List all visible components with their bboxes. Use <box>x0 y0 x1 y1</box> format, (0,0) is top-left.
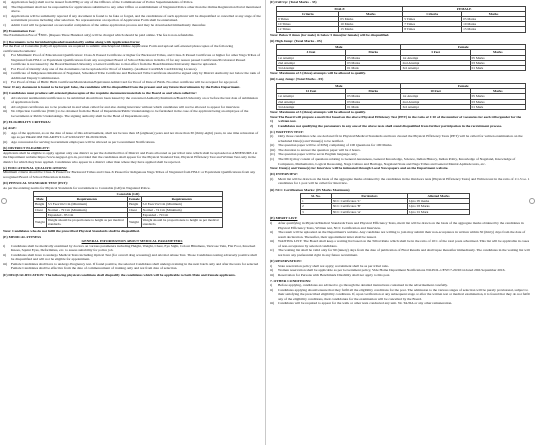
table-cell: 3rd Attempt <box>401 104 470 109</box>
reservation-list <box>270 264 532 278</box>
column-header: Marks <box>346 50 401 55</box>
table-cell: 1st Attempt <box>401 55 470 60</box>
produce-list <box>3 96 261 119</box>
table-cell: 1st Attempt <box>277 94 346 99</box>
item-text: Candidates not qualifying the parameters in any one of the above tests shall stand disqualified from further participation in the recruitment process. <box>278 123 503 128</box>
list-item <box>3 5 261 14</box>
table-row <box>277 27 526 32</box>
pullup-note: Note: Below 8 times (for male) & below 5 times(for female) will be disqualified. <box>270 32 390 37</box>
table-cell: NCC Certificates 'B' <box>331 204 407 209</box>
other-conditions-list <box>270 283 532 306</box>
table-cell: 12 Times <box>277 27 339 32</box>
table-cell: 7 Times <box>403 22 462 27</box>
table-cell: Height <box>128 202 142 207</box>
pst-text: As per the existing norms for Physical Standards for recruitment to Constable (GD) in Nagaland Police. <box>3 185 151 190</box>
list-item <box>270 230 532 239</box>
table-cell: Upto 01 Mark <box>408 209 470 214</box>
item-number: iii) <box>270 239 275 244</box>
item-text: The MCQ may consist of questions relating to General Awareness, General Knowledge, Science, Indian History, Indian Polity, Knowledge of Nagaland, Knowledge of Computers, Mathematics, Logical Reasoning, Naga Culture and Heritage, Nagaland State and Naga Tribes and General Mental Aptitude tests, etc. <box>278 157 516 166</box>
exam-fee-text: The Examination Fee of ₹300/- (Rupees Three Hundred only) will be charged which should be paid online. The fee is non-refundable. <box>3 33 194 38</box>
item-text: For Proof of Date of Birth: Birth Certificate/Matriculation/Equivalent Admit Card for Proof of Date of Birth. No other certificate will be accepted for age proof. <box>11 80 239 85</box>
table-cell: 2nd Attempt <box>401 99 470 104</box>
table-cell: 9 Times <box>277 16 339 21</box>
item-number: ii) <box>3 66 7 71</box>
table-cell: Expanded - 83 Cm <box>46 212 127 217</box>
column-header: Male <box>34 197 47 202</box>
list-item <box>3 244 261 253</box>
column-header: Marks <box>462 11 526 16</box>
table-cell: 10 Marks <box>462 22 526 27</box>
table-row <box>34 218 223 227</box>
table-cell: 03 Marks <box>346 99 401 104</box>
column-header: Requirements <box>46 197 127 202</box>
list-item <box>270 115 532 124</box>
pst-note: Note: Candidates who do not fulfil the prescribed Physical Standards shall be disqualified. <box>3 228 140 233</box>
table-cell: Weight <box>128 218 142 227</box>
item-text: The question paper will be set in English language only. <box>278 152 358 157</box>
item-number: iv) <box>3 80 7 85</box>
item-number: (iv) <box>270 152 276 157</box>
table-cell: 2 <box>301 204 332 209</box>
ncc-heading: (ii) NCC Certification Marks: (05 Marks Maximum) <box>270 187 350 192</box>
table-cell: 01 Mark <box>470 66 525 71</box>
item-text: No Objection Certificate (NOC) to be obtained from the Head of Department/Public Undertakings to be furnished in the case of the applicant being an employee of the Government or Public Undertakings. The signing authority shall be the Head of Department only. <box>11 109 249 118</box>
list-item <box>3 96 261 105</box>
other-conditions-heading: 7. OTHER CONDITIONS: <box>270 278 312 283</box>
table-cell: 3rd Attempt <box>277 104 346 109</box>
list-item <box>270 134 532 143</box>
item-text: Applications will be summarily rejected if any document is found to be fake or forged, and the candidature of such applicant will be disqualified or cancelled at any stage of the recruitment process including after selection. No representation on rejection of Application Form shall be entertained. <box>11 13 261 23</box>
table-cell: 10 Marks <box>339 22 403 27</box>
pst-heading: (D) PHYSICAL STANDARD TEST (PST): <box>3 180 69 185</box>
list-item <box>3 53 261 67</box>
long-jump-table <box>276 83 526 110</box>
column-header: 12 Feet <box>277 89 346 94</box>
column-header: Criteria <box>403 11 462 16</box>
item-number: ii) <box>270 287 274 292</box>
age-heading: (a) AGE: <box>3 126 17 131</box>
pullup-heading: (F) Full Up: (Total Marks - 35) <box>270 0 317 4</box>
table-cell: Upto 03 Marks <box>408 204 470 209</box>
item-number: (i) <box>270 176 274 181</box>
merit-list <box>270 221 532 257</box>
table-cell: 05 Marks <box>339 16 403 21</box>
column-header: 3 Feet <box>401 50 470 55</box>
item-number: ii) <box>3 0 7 4</box>
documents-intro: For the Post of Constable (GD) all applicants are required to submit/ attach/upload Online Application Form and upload self-attested photocopies of the following certificates/documents: <box>3 44 234 53</box>
list-item <box>3 109 261 118</box>
item-number: ii) <box>3 104 7 109</box>
group-header-male: Male <box>277 45 401 50</box>
column-header: Marks <box>346 89 401 94</box>
group-header-female: Female <box>401 83 526 88</box>
item-text: Age concession for serving Government employees will be allowed as per Government Notifications. <box>11 139 156 144</box>
reservation-heading: (F) RESERVATION: <box>270 258 302 263</box>
table-cell: 10 Times <box>277 22 339 27</box>
pet-notes-list <box>270 115 532 129</box>
table-caption: Constable (GD) <box>34 192 223 197</box>
item-number: i) <box>270 283 273 288</box>
table-cell: Upto 05 marks <box>408 199 470 204</box>
district-heading: (b) DISTRICT ELIGIBILITY: <box>3 145 50 150</box>
column-header: Marks <box>470 89 525 94</box>
item-text: The Department shall not be responsible for applications submitted to any other Office or establishment of Nagaland Police other than the Online Registration Portal mentioned above. <box>11 4 261 14</box>
item-text: Only those candidates who are declared fit in Physical/Medical Standards and have cleared the Physical Efficiency Tests (PET) will be called for written examination on the scheduled Date(s) and Venue(s) to be notified. <box>278 134 523 143</box>
item-text: Women reservation shall be applicable as per Government policy, Vide Home Department Notifications NO.POL-1/EST/7-20/2014 dated 29th September 2016. <box>278 268 506 273</box>
column-header: Allotted Marks <box>408 194 470 199</box>
table-cell: 01 Mark <box>346 104 401 109</box>
item-text: All relevant testimonials/certificates to be submitted should have been issued by the concerned Authority/Institution/Board/University on or before the last date of submission of application form. <box>11 95 258 105</box>
high-jump-heading: (ii) High Jump: (Total Marks - 05) <box>270 38 322 43</box>
item-text: Admit Card will be generated on successful completion of the online application process and may be downloaded immediately thereafter. <box>11 22 207 27</box>
item-number: i) <box>270 221 273 225</box>
list-item <box>270 288 532 302</box>
table-cell: 1st Attempt <box>277 55 346 60</box>
item-number: Note: 1) <box>270 114 279 124</box>
table-cell: 1st Attempt <box>401 94 470 99</box>
table-cell: 01 Mark <box>346 66 401 71</box>
column-divider <box>265 0 266 445</box>
list-item <box>3 23 261 28</box>
interview-list <box>270 177 532 186</box>
item-text: Candidates will be required to appear for the walk or other tests conducted any unit. No TA/DA or any other remuneration. <box>278 301 453 306</box>
group-header-male: MALE <box>277 6 403 11</box>
item-text: Reservation for Persons with Benchmark Disability shall not apply to this post. <box>278 272 391 277</box>
list-item <box>270 248 532 257</box>
list-item <box>270 239 532 248</box>
list-item <box>270 301 532 306</box>
table-cell: 8 Times <box>403 27 462 32</box>
list-item <box>270 124 532 129</box>
list-item <box>3 262 261 271</box>
column-header: Marks <box>339 11 403 16</box>
table-cell: NCC Certificates 'C' <box>331 199 407 204</box>
produce-heading: (D) Candidates must produce self-attested photocopies of the requisite documents/materials to the Board as and when called for: <box>3 91 198 96</box>
table-cell: NCC Certificates 'A' <box>331 209 407 214</box>
age-list <box>3 131 261 145</box>
table-cell: 2nd Attempt <box>401 60 470 65</box>
table-cell: 03 Marks <box>346 60 401 65</box>
item-number: i) <box>3 53 6 58</box>
table-cell: Normal - 79 Cm (Minimum) <box>46 207 127 212</box>
item-text: For Minimum/ Proof of Educational Qualification: Class-X Passed Certificate or higher for Backward Tribes, and Class-X Passed Certificate or higher for other Naga Tribes of Nagaland from HSLC or Equivalent Qualifications from any recognised Board of School Education in India. If for any reason passed Certificates/Provisional Passed Certificate is not issued by the Board/Institute/University a Letter/Certificate to that effect from the Board/Institute/University must be uploaded. <box>11 53 261 67</box>
item-text: Candidates shall be medically examined by doctors on various parameters including Height, Weight, Chest, Eye Sight, Colour Blindness, Varicose Vein, Flat Foot, Knocked Knees, Squint Eyes, Deformities, etc. to assess suitability for police job. <box>11 243 256 253</box>
item-text: Female Candidates shall have to undergo Pregnancy test. If found positive, the selected Candidates shall undergo training in the next batch only and after the tests for selected Female Candidates shall be effective from the date of commencement of training only and not from date of selection. <box>11 261 259 271</box>
item-number: (iii) <box>270 147 276 152</box>
merit-heading: (E) MERIT LIST: <box>270 216 298 221</box>
column-header: Female <box>129 197 140 202</box>
item-text: Merit list will be drawn on the basis of the aggregate marks obtained by the candidates in the Outdoors tests (Physical Efficiency Tests) and Written test in the ratio of 1:1.5 i.e. 1 candidates for 1 post will be called for Interview. <box>278 176 530 186</box>
list-item <box>3 140 261 145</box>
medical-list <box>3 244 261 271</box>
table-cell: 2nd Attempt <box>277 99 346 104</box>
intro-list <box>3 0 261 27</box>
column-header: Particulars <box>331 194 407 199</box>
pst-table <box>33 191 223 227</box>
interview-heading: (D) INTERVIEW: <box>270 172 298 177</box>
long-jump-heading: (iii) Long Jump: (Total Marks - 05) <box>270 77 324 82</box>
exam-fee-heading: (B) Examination Fee: <box>3 28 36 33</box>
item-text: The Board will prepare a merit list based on the above Physical Efficiency Test (PET) in the ratio of 1:10 of the number of vacancies for each tribe/gender for the written test. <box>278 114 522 124</box>
table-row <box>277 66 526 71</box>
table-cell: 05 Marks <box>346 55 401 60</box>
item-text: The waiting list shall be valid only for 90 (ninety) days from the date of publication of Final Results and shall lapse thereafter immediately. The candidates in the waiting list will not have any preferential right in any future recruitment. <box>278 248 530 257</box>
item-number: ii) <box>270 268 274 273</box>
item-text: Candidates applying should ensure that they fulfil all the eligibility conditions for the post. The admission to the various stages of selection will be purely provisional, subject to their satisfying the prescribed eligibility conditions. If, upon verification at any subsequent stage or after the written test or medical examination, it is found that they do not fulfil any of the eligibility conditions, their candidature for the examination will be cancelled by the Board. <box>278 287 530 301</box>
table-cell: 3rd Attempt <box>277 66 346 71</box>
list-item <box>3 14 261 23</box>
right-column <box>270 0 532 306</box>
written-test-heading: (C) WRITTEN TEST: <box>270 129 304 134</box>
item-text: After qualifying in Physical/Medical Standards Tests and Physical Efficiency Tests, merit list will be drawn on the basis of the aggregate marks obtained by the candidates in Physical Efficiency Tests, Written test, NCC Certification and Interview. <box>278 221 524 230</box>
table-row <box>277 104 526 109</box>
item-number: i) <box>3 95 6 100</box>
item-number: iii) <box>3 109 8 114</box>
table-cell: 03 Marks <box>470 99 525 104</box>
eligibility-heading: (E) ELIGIBILITY CRITERIA: <box>3 120 51 125</box>
disqualification-heading: (F) DISQUALIFICATION: The following physical conditions shall disqualify the candidates which will be applicable to both Male and Female applicants. <box>3 272 236 277</box>
item-number: (i) <box>3 130 7 135</box>
documents-heading: (C) Documents to be furnished/uploaded mandatorily online along with Application Form: <box>3 39 140 44</box>
item-number: 2) <box>270 123 273 128</box>
item-number: v) <box>3 22 6 27</box>
table-cell: 2nd Attempt <box>277 60 346 65</box>
item-number: iv) <box>3 13 7 18</box>
left-column <box>3 0 261 277</box>
item-number: iii) <box>270 272 275 277</box>
list-item <box>3 253 261 262</box>
item-text: The result will be uploaded on the Department's website. Any candidate not willing to join may submit their non-acceptance in written within 30 (thirty) days from the date of result declaration. Thereafter, their appointment letter shall be issued. <box>278 230 526 239</box>
education-text: Minimum criteria should be Class-X Passed for Backward Tribes and Class-X Passed for Indigenous Naga Tribes of Nagaland from HSLC or Equivalent Qualifications from any recognised Board of School Education in India. <box>3 170 256 179</box>
item-number: i) <box>270 263 273 268</box>
item-text: The question paper will be of MSQ comprising of 100 Questions for 100 Marks. <box>278 143 393 148</box>
list-item <box>270 221 532 230</box>
list-item <box>3 131 261 140</box>
table-cell: 1 <box>301 199 332 204</box>
table-cell: 01 Mark <box>470 104 525 109</box>
table-cell: Weight should be proportionate to height as per medical standards. <box>46 218 127 227</box>
table-cell: Weight <box>34 218 47 227</box>
table-cell: Normal - 74 Cm (Minimum) <box>141 207 222 212</box>
item-text: WAITING LIST: The Board shall keep a waiting list based on the Tribal Ratio which shall be in the ratio of 10:1 of the total posts advertised. This list will be applicable in cases of non-acceptance by selected candidates. <box>278 239 530 248</box>
column-header: 10 Feet <box>401 89 470 94</box>
list-item <box>270 273 532 278</box>
item-number: (v) <box>270 157 275 162</box>
column-header: Criteria <box>277 11 339 16</box>
group-header-female: FEMALE <box>403 6 526 11</box>
group-header-male: Male <box>277 83 401 88</box>
district-text: Applicants shall be eligible to apply against only one district as per the domiciled list of District and Posts allocated as per tribal ratio which shall be uploaded as ANNEXURE-I at the Department website https://www.nagapol.gov.in, provided that the candidates shall appear for the Physical Standard Test, Physical Efficiency Test and Written Test only in the district for which they have applied. Candidates who appear in a district other than where they have applied shall be rejected. <box>3 150 258 164</box>
item-text: Application fee(s) shall not be issued from PHQ or any of the Officers of the Commissioner of Police Superintendents of Police. <box>11 0 194 4</box>
table-cell: Weight should be proportionate to height as per medical standards. <box>141 218 222 227</box>
group-header-female: Female <box>401 45 526 50</box>
table-cell: 05 Marks <box>462 16 526 21</box>
documents-note: Note: If any document is found to be forged/ false, the candidate will be disqualified from the present and any future Recruitments by the Police Department. <box>3 85 241 90</box>
item-text: Candidates shall have to undergo Medical Tests including Optical Test (for overall drug screening) and Alcohol Abuse Test. Those Candidates testing adversely positive shall be disqualified and will not be eligible for appointment. <box>11 252 257 262</box>
list-item <box>3 71 261 80</box>
table-cell: Height <box>35 202 45 207</box>
table-cell: 05 Marks <box>470 94 525 99</box>
item-number: (ii) <box>3 139 8 144</box>
table-cell: 5.0 Feet/152 Cm (Minimum) <box>141 202 222 207</box>
item-number: iv) <box>270 248 274 253</box>
column-header: Marks <box>470 50 525 55</box>
item-number: (i) <box>270 134 274 139</box>
column-header: Requirements <box>141 197 222 202</box>
written-test-list <box>270 134 532 166</box>
high-jump-table <box>276 44 526 71</box>
pullup-table <box>276 6 526 33</box>
table-cell: 3rd Attempt <box>401 66 470 71</box>
item-text: Certificate of Indigenous Inhabitant of Nagaland, Scheduled Tribe Certificate and Backward Tribe Certificate should be signed only by District Authority not below the rank of Additional Deputy Commissioner. <box>11 71 260 80</box>
item-number: iii) <box>3 71 8 76</box>
table-row <box>301 209 470 214</box>
medical-subheading: GENERAL INFORMATION ABOUT MEDICAL PARAMETERS <box>81 239 183 244</box>
table-cell: 05 Marks <box>346 94 401 99</box>
item-number: ii) <box>3 252 7 257</box>
item-number: iii) <box>270 301 275 306</box>
item-number: (ii) <box>270 143 275 148</box>
list-item <box>270 177 532 186</box>
item-text: The duration to answer the question paper will be 2 hours. <box>278 147 361 152</box>
column-header: Sl. No. <box>301 194 332 199</box>
list-item <box>270 157 532 166</box>
documents-list <box>3 53 261 85</box>
item-text: All original certificates are to be produced in and when called for and also during interview without which candidates will not be allowed to appear for interview. <box>11 104 240 109</box>
item-text: For Proof of Identity: Any one of the documents can be uploaded for Proof of Identity. (Aadhaar Card/PAN Card/Driving Licence). <box>11 66 198 71</box>
table-cell: 05 Marks <box>470 55 525 60</box>
high-jump-note: Note: Maximum of 3 (three) attempts will be allowed to qualify. <box>270 71 366 76</box>
item-number: iii) <box>3 4 8 9</box>
item-number: i) <box>3 243 6 248</box>
item-number: ii) <box>270 230 274 235</box>
table-cell: 5 Times <box>403 16 462 21</box>
table-cell: Chest <box>128 207 142 212</box>
table-cell: 5.5 Feet/162 Cm (Minimum) <box>46 202 127 207</box>
item-text: Age of the applicant, as on the date of issue of this advertisement, shall not be less than 18 (eighteen) years and not more than 30 (thirty-eight) years, in one time relaxation of age as per P&AR OM NO.AR/EST.1-4+4/2024/257 Dt.26/02/2024. <box>11 130 259 140</box>
table-cell: Chest <box>34 207 47 212</box>
ncc-table <box>300 193 470 215</box>
table-cell: 3 <box>301 209 332 214</box>
column-header: 4 Feet <box>277 50 346 55</box>
item-number: iii) <box>3 261 8 266</box>
education-heading: (c) EDUCATIONAL QUALIFICATIONS: <box>3 165 68 170</box>
table-cell: 03 Marks <box>470 60 525 65</box>
table-cell: 15 Marks <box>339 27 403 32</box>
table-cell: 15 Marks <box>462 27 526 32</box>
long-jump-note: Note: Maximum of 3 (three) attempts will be allowed to qualify. <box>270 109 366 114</box>
written-test-note: Note: Date(s) and Venue(s) for Interview will be intimated through Local Newspapers and on the Department website. <box>270 166 449 171</box>
medical-heading: (E) MEDICAL FITNESS <box>3 234 42 239</box>
table-cell: Expanded - 79 Cm <box>141 212 222 217</box>
item-text: Before applying, candidates are advised to go through the detailed instructions contained in the advertisement carefully. <box>278 283 448 288</box>
item-text: State reservation policy shall not apply; recruitment shall be as per tribal ratio. <box>278 263 390 268</box>
